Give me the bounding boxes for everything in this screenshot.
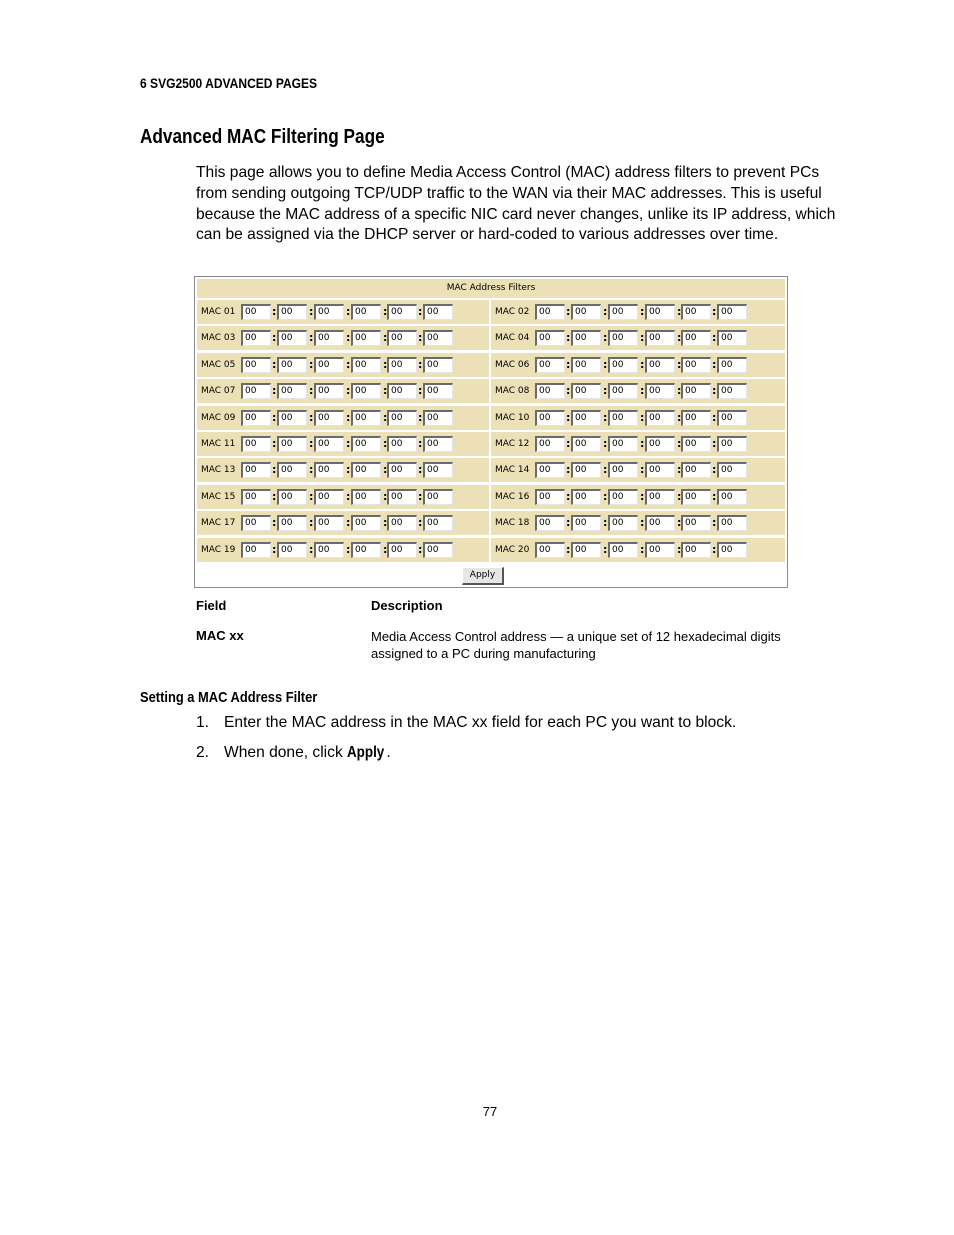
mac-separator: :: [383, 463, 388, 477]
mac-separator: :: [418, 384, 423, 398]
mac-filter-entry: [197, 538, 489, 562]
mac-octet-input[interactable]: 00: [645, 542, 675, 558]
mac-octet-input[interactable]: 00: [241, 542, 271, 558]
mac-octet-input[interactable]: 00: [717, 515, 747, 531]
mac-separator: :: [418, 305, 423, 318]
mac-filter-row: [197, 326, 785, 350]
mac-separator: :: [603, 410, 608, 424]
mac-octet-input[interactable]: 00: [387, 304, 417, 320]
mac-separator: :: [640, 410, 645, 424]
mac-octet-input[interactable]: 00: [314, 304, 344, 320]
mac-octet-input[interactable]: 00: [717, 436, 747, 452]
mac-separator: :: [566, 516, 571, 530]
mac-octet-input[interactable]: 00: [277, 515, 307, 531]
mac-separator: :: [309, 410, 314, 424]
mac-separator: :: [677, 357, 682, 371]
mac-octet-input[interactable]: 00: [571, 410, 601, 426]
mac-octet-input[interactable]: 00: [277, 383, 307, 399]
mac-filter-entry: [491, 485, 785, 509]
mac-octet-input[interactable]: 00: [681, 383, 711, 399]
mac-octet-input[interactable]: 00: [277, 436, 307, 452]
mac-label: MAC 02: [495, 307, 530, 317]
mac-label: MAC 18: [495, 518, 530, 529]
mac-octet-input[interactable]: 00: [423, 515, 453, 531]
mac-octet-input[interactable]: 00: [681, 462, 711, 478]
mac-octet-input[interactable]: 00: [608, 515, 638, 531]
mac-octet-input[interactable]: 00: [423, 462, 453, 478]
mac-separator: :: [603, 489, 608, 503]
mac-octet-input[interactable]: 00: [241, 330, 271, 346]
mac-octet-input[interactable]: 00: [351, 330, 381, 346]
mac-separator: :: [566, 489, 571, 503]
mac-octet-input[interactable]: 00: [314, 542, 344, 558]
mac-octet-input[interactable]: 00: [717, 383, 747, 399]
mac-filter-entry: [491, 538, 785, 562]
mac-separator: :: [640, 305, 645, 318]
mac-octet-input[interactable]: 00: [717, 410, 747, 426]
mac-octet-input[interactable]: 00: [351, 542, 381, 558]
mac-octet-input[interactable]: 00: [277, 357, 307, 373]
mac-separator: :: [603, 331, 608, 345]
mac-label: MAC 09: [201, 412, 236, 423]
mac-octet-input[interactable]: 00: [717, 489, 747, 505]
mac-separator: :: [566, 357, 571, 371]
mac-octet-input[interactable]: 00: [241, 304, 271, 320]
mac-octet-input[interactable]: 00: [535, 357, 565, 373]
mac-separator: :: [272, 331, 277, 345]
mac-octet-input[interactable]: 00: [681, 357, 711, 373]
mac-octet-input[interactable]: 00: [717, 304, 747, 320]
mac-separator: :: [712, 305, 717, 318]
mac-octet-input[interactable]: 00: [645, 489, 675, 505]
mac-octet-input[interactable]: 00: [717, 357, 747, 373]
mac-separator: :: [346, 331, 351, 345]
mac-separator: :: [603, 463, 608, 477]
mac-separator: :: [640, 516, 645, 530]
mac-separator: :: [603, 357, 608, 371]
mac-separator: :: [272, 516, 277, 530]
step-item: [196, 714, 736, 732]
mac-separator: :: [383, 410, 388, 424]
mac-octet-input[interactable]: 00: [423, 436, 453, 452]
apply-button[interactable]: Apply: [462, 567, 504, 585]
mac-separator: :: [346, 463, 351, 477]
mac-label: MAC 19: [201, 544, 236, 555]
mac-label: MAC 12: [495, 439, 530, 449]
mac-separator: :: [677, 384, 682, 398]
field-column-header: Field: [196, 598, 227, 613]
mac-octet-input[interactable]: 00: [423, 383, 453, 399]
mac-octet-input[interactable]: 00: [608, 330, 638, 346]
section-title: Setting a MAC Address Filter: [140, 689, 318, 706]
mac-separator: :: [309, 463, 314, 477]
mac-filter-row: [197, 353, 785, 377]
mac-octet-input[interactable]: 00: [387, 330, 417, 346]
mac-separator: :: [309, 357, 314, 371]
mac-label: MAC 13: [201, 465, 236, 476]
mac-octet-input[interactable]: 00: [387, 515, 417, 531]
mac-separator: :: [309, 516, 314, 530]
mac-octet-input[interactable]: 00: [681, 436, 711, 452]
mac-separator: :: [712, 542, 717, 556]
mac-octet-input[interactable]: 00: [571, 515, 601, 531]
mac-octet-input[interactable]: 00: [681, 542, 711, 558]
mac-separator: :: [677, 516, 682, 530]
mac-separator: :: [272, 357, 277, 371]
mac-separator: :: [309, 384, 314, 398]
mac-separator: :: [712, 384, 717, 398]
mac-label: MAC 08: [495, 386, 530, 397]
mac-label: MAC 07: [201, 386, 236, 397]
mac-octet-input[interactable]: 00: [681, 489, 711, 505]
mac-octet-input[interactable]: 00: [645, 410, 675, 426]
mac-separator: :: [346, 357, 351, 371]
mac-octet-input[interactable]: 00: [241, 383, 271, 399]
mac-separator: :: [603, 437, 608, 450]
mac-label: MAC 10: [495, 412, 530, 423]
mac-filter-row: [197, 458, 785, 482]
mac-filter-entry: [491, 458, 785, 482]
mac-separator: :: [677, 305, 682, 318]
mac-filter-entry: [491, 511, 785, 535]
mac-octet-input[interactable]: 00: [423, 489, 453, 505]
description-column-header: Description: [371, 598, 443, 613]
mac-octet-input[interactable]: 00: [241, 489, 271, 505]
mac-octet-input[interactable]: 00: [314, 489, 344, 505]
mac-separator: :: [309, 489, 314, 503]
mac-separator: :: [383, 331, 388, 345]
mac-separator: :: [346, 542, 351, 556]
step-text-end: .: [386, 744, 391, 761]
mac-separator: :: [346, 437, 351, 450]
step-text: When done, click: [224, 744, 348, 761]
mac-octet-input[interactable]: 00: [645, 330, 675, 346]
mac-octet-input[interactable]: 00: [387, 462, 417, 478]
mac-separator: :: [566, 384, 571, 398]
mac-octet-input[interactable]: 00: [423, 410, 453, 426]
mac-octet-input[interactable]: 00: [351, 436, 381, 452]
mac-separator: :: [346, 384, 351, 398]
mac-filter-entry: [491, 379, 785, 403]
mac-octet-input[interactable]: 00: [717, 542, 747, 558]
mac-label: MAC 06: [495, 359, 530, 370]
mac-octet-input[interactable]: 00: [535, 436, 565, 452]
mac-label: MAC 03: [201, 333, 236, 344]
mac-octet-input[interactable]: 00: [717, 462, 747, 478]
mac-separator: :: [346, 305, 351, 318]
mac-octet-input[interactable]: 00: [314, 410, 344, 426]
mac-separator: :: [603, 384, 608, 398]
mac-filter-entry: [197, 458, 489, 482]
step-text: Enter the MAC address in the MAC xx field for each PC you want to block.: [224, 714, 737, 731]
page-number: 77: [482, 1104, 498, 1119]
mac-octet-input[interactable]: 00: [351, 515, 381, 531]
mac-octet-input[interactable]: 00: [535, 330, 565, 346]
mac-filter-entry: [197, 406, 489, 430]
step-item: [196, 744, 391, 762]
mac-octet-input[interactable]: 00: [571, 462, 601, 478]
mac-octet-input[interactable]: 00: [608, 436, 638, 452]
mac-separator: :: [346, 516, 351, 530]
mac-separator: :: [418, 542, 423, 556]
step-number: 1.: [196, 714, 210, 731]
mac-octet-input[interactable]: 00: [535, 410, 565, 426]
mac-separator: :: [677, 331, 682, 345]
mac-octet-input[interactable]: 00: [645, 462, 675, 478]
mac-separator: :: [712, 516, 717, 530]
mac-octet-input[interactable]: 00: [535, 462, 565, 478]
mac-separator: :: [383, 489, 388, 503]
mac-octet-input[interactable]: 00: [387, 489, 417, 505]
mac-separator: :: [309, 542, 314, 556]
mac-label: MAC 17: [201, 518, 236, 529]
mac-octet-input[interactable]: 00: [571, 383, 601, 399]
mac-octet-input[interactable]: 00: [571, 304, 601, 320]
mac-filter-screenshot: [194, 276, 788, 588]
mac-octet-input[interactable]: 00: [277, 462, 307, 478]
mac-octet-input[interactable]: 00: [645, 515, 675, 531]
mac-separator: :: [418, 463, 423, 477]
mac-octet-input[interactable]: 00: [277, 542, 307, 558]
mac-separator: :: [712, 357, 717, 371]
mac-filter-row: [197, 300, 785, 324]
mac-octet-input[interactable]: 00: [681, 515, 711, 531]
mac-octet-input[interactable]: 00: [535, 304, 565, 320]
mac-filter-entry: [491, 406, 785, 430]
mac-separator: :: [383, 357, 388, 371]
mac-separator: :: [677, 489, 682, 503]
mac-separator: :: [383, 516, 388, 530]
mac-separator: :: [566, 410, 571, 424]
mac-filter-entry: [197, 353, 489, 377]
mac-octet-input[interactable]: 00: [277, 304, 307, 320]
mac-filter-row: [197, 485, 785, 509]
mac-separator: :: [603, 516, 608, 530]
mac-octet-input[interactable]: 00: [423, 330, 453, 346]
mac-octet-input[interactable]: 00: [351, 304, 381, 320]
running-head: 6 SVG2500 ADVANCED PAGES: [140, 75, 318, 91]
mac-octet-input[interactable]: 00: [241, 515, 271, 531]
mac-separator: :: [640, 542, 645, 556]
mac-separator: :: [566, 463, 571, 477]
mac-separator: :: [677, 463, 682, 477]
mac-separator: :: [272, 463, 277, 477]
mac-label: MAC 04: [495, 333, 530, 344]
mac-separator: :: [677, 410, 682, 424]
mac-separator: :: [566, 542, 571, 556]
mac-label: MAC 14: [495, 465, 530, 476]
mac-octet-input[interactable]: 00: [314, 436, 344, 452]
mac-octet-input[interactable]: 00: [387, 436, 417, 452]
mac-octet-input[interactable]: 00: [535, 489, 565, 505]
mac-separator: :: [383, 305, 388, 318]
mac-separator: :: [640, 331, 645, 345]
mac-octet-input[interactable]: 00: [535, 515, 565, 531]
mac-separator: :: [418, 489, 423, 503]
mac-octet-input[interactable]: 00: [571, 357, 601, 373]
mac-filter-entry: [197, 379, 489, 403]
mac-separator: :: [418, 331, 423, 345]
mac-octet-input[interactable]: 00: [535, 542, 565, 558]
mac-octet-input[interactable]: 00: [387, 383, 417, 399]
mac-octet-input[interactable]: 00: [314, 383, 344, 399]
mac-octet-input[interactable]: 00: [608, 410, 638, 426]
mac-separator: :: [309, 331, 314, 345]
mac-separator: :: [712, 410, 717, 424]
mac-separator: :: [677, 542, 682, 556]
mac-octet-input[interactable]: 00: [241, 462, 271, 478]
mac-filter-entry: [197, 485, 489, 509]
mac-separator: :: [640, 357, 645, 371]
mac-octet-input[interactable]: 00: [277, 489, 307, 505]
mac-filter-entry: [197, 326, 489, 350]
mac-octet-input[interactable]: 00: [241, 357, 271, 373]
mac-octet-input[interactable]: 00: [571, 489, 601, 505]
mac-octet-input[interactable]: 00: [351, 383, 381, 399]
mac-separator: :: [640, 437, 645, 450]
mac-separator: :: [603, 542, 608, 556]
mac-separator: :: [309, 305, 314, 318]
mac-separator: :: [418, 516, 423, 530]
mac-separator: :: [566, 331, 571, 345]
mac-octet-input[interactable]: 00: [387, 542, 417, 558]
mac-filter-row: [197, 511, 785, 535]
mac-separator: :: [346, 410, 351, 424]
mac-octet-input[interactable]: 00: [277, 330, 307, 346]
mac-octet-input[interactable]: 00: [608, 542, 638, 558]
mac-octet-input[interactable]: 00: [387, 410, 417, 426]
mac-separator: :: [346, 489, 351, 503]
mac-separator: :: [383, 542, 388, 556]
mac-separator: :: [383, 437, 388, 450]
page-title: Advanced MAC Filtering Page: [140, 126, 385, 148]
mac-octet-input[interactable]: 00: [387, 357, 417, 373]
mac-octet-input[interactable]: 00: [571, 330, 601, 346]
mac-octet-input[interactable]: 00: [423, 357, 453, 373]
mac-octet-input[interactable]: 00: [645, 304, 675, 320]
mac-separator: :: [640, 463, 645, 477]
mac-octet-input[interactable]: 00: [314, 357, 344, 373]
mac-octet-input[interactable]: 00: [314, 462, 344, 478]
mac-octet-input[interactable]: 00: [314, 330, 344, 346]
mac-filter-entry: [197, 432, 489, 456]
mac-octet-input[interactable]: 00: [351, 462, 381, 478]
mac-filter-row: [197, 379, 785, 403]
mac-octet-input[interactable]: 00: [277, 410, 307, 426]
mac-separator: :: [566, 305, 571, 318]
mac-separator: :: [272, 410, 277, 424]
mac-separator: :: [712, 331, 717, 345]
mac-filter-entry: [491, 326, 785, 350]
mac-octet-input[interactable]: 00: [314, 515, 344, 531]
mac-octet-input[interactable]: 00: [423, 304, 453, 320]
mac-octet-input[interactable]: 00: [645, 357, 675, 373]
mac-filter-row: [197, 406, 785, 430]
mac-separator: :: [272, 542, 277, 556]
field-name-cell: MAC xx: [196, 628, 244, 643]
mac-octet-input[interactable]: 00: [681, 330, 711, 346]
step-apply-emphasis: Apply: [347, 744, 385, 761]
mac-label: MAC 20: [495, 544, 530, 555]
mac-octet-input[interactable]: 00: [571, 436, 601, 452]
field-description-cell: Media Access Control address — a unique set of 12 hexadecimal digits assigned to a PC during manufacturing: [371, 629, 781, 661]
mac-octet-input[interactable]: 00: [351, 357, 381, 373]
mac-separator: :: [640, 489, 645, 503]
mac-octet-input[interactable]: 00: [351, 489, 381, 505]
mac-separator: :: [640, 384, 645, 398]
mac-octet-input[interactable]: 00: [608, 383, 638, 399]
mac-octet-input[interactable]: 00: [351, 410, 381, 426]
mac-octet-input[interactable]: 00: [717, 330, 747, 346]
mac-separator: :: [418, 357, 423, 371]
mac-separator: :: [309, 437, 314, 450]
mac-separator: :: [566, 437, 571, 450]
mac-separator: :: [677, 437, 682, 450]
mac-filter-entry: [197, 511, 489, 535]
mac-octet-input[interactable]: 00: [645, 383, 675, 399]
mac-octet-input[interactable]: 00: [608, 462, 638, 478]
mac-label: MAC 15: [201, 491, 236, 502]
mac-octet-input[interactable]: 00: [571, 542, 601, 558]
mac-separator: :: [712, 437, 717, 450]
mac-filter-entry: [197, 300, 489, 324]
mac-octet-input[interactable]: 00: [535, 383, 565, 399]
mac-label: MAC 11: [201, 439, 236, 449]
mac-octet-input[interactable]: 00: [681, 304, 711, 320]
mac-separator: :: [383, 384, 388, 398]
mac-octet-input[interactable]: 00: [608, 489, 638, 505]
mac-separator: :: [418, 437, 423, 450]
mac-separator: :: [272, 384, 277, 398]
mac-label: MAC 16: [495, 491, 530, 502]
mac-filter-row: [197, 432, 785, 456]
mac-label: MAC 01: [201, 307, 236, 317]
step-number: 2.: [196, 744, 210, 761]
mac-separator: :: [603, 305, 608, 318]
mac-separator: :: [418, 410, 423, 424]
mac-octet-input[interactable]: 00: [645, 436, 675, 452]
mac-label: MAC 05: [201, 359, 236, 370]
mac-separator: :: [272, 489, 277, 503]
mac-separator: :: [712, 463, 717, 477]
mac-octet-input[interactable]: 00: [241, 436, 271, 452]
mac-filter-entry: [491, 300, 785, 324]
mac-octet-input[interactable]: 00: [681, 410, 711, 426]
mac-octet-input[interactable]: 00: [608, 304, 638, 320]
mac-filter-heading: MAC Address Filters: [197, 279, 785, 298]
mac-octet-input[interactable]: 00: [423, 542, 453, 558]
mac-filter-entry: [491, 353, 785, 377]
mac-octet-input[interactable]: 00: [608, 357, 638, 373]
mac-separator: :: [272, 437, 277, 450]
mac-filter-entry: [491, 432, 785, 456]
mac-octet-input[interactable]: 00: [241, 410, 271, 426]
intro-paragraph: This page allows you to define Media Access Control (MAC) address filters to prevent PCs from sending outgoing TCP/UDP traffic to the WAN via their MAC addresses. This is useful because the MAC address of a specific NIC card never changes, unlike its IP address, which can be assigned via the DHCP server or hard-coded to various addresses over time.: [196, 164, 836, 244]
mac-filter-row: [197, 538, 785, 562]
mac-separator: :: [272, 305, 277, 318]
mac-separator: :: [712, 489, 717, 503]
